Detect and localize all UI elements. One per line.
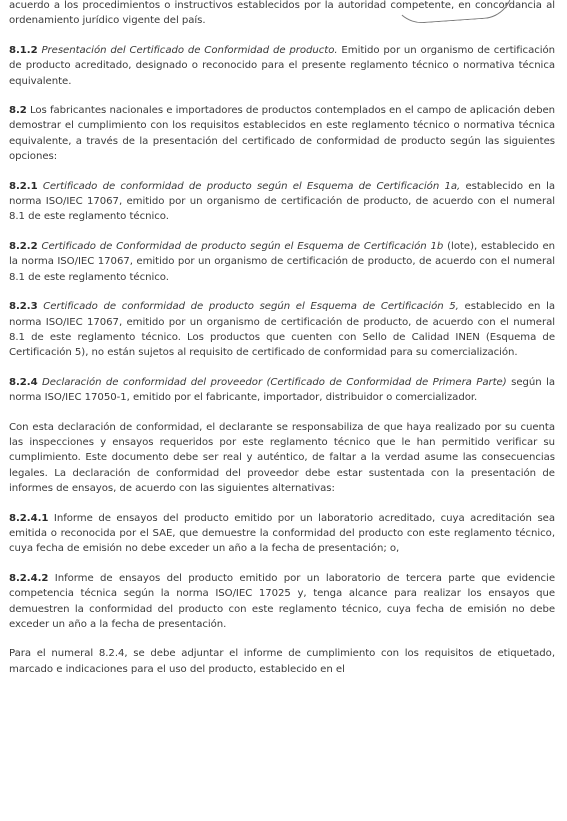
section-number: 8.2.2 [9, 240, 38, 252]
section-8-2-4 [9, 375, 555, 406]
section-number: 8.2.4 [9, 376, 38, 388]
section-text: Los fabricantes nacionales e importadores de productos contemplados en el campo de aplicación deben demostrar el cumplimiento con los requisitos establecidos en este reglamento técnico o normativa técnica equivalente, a través de la presentación del certificado de conformidad de producto según las siguientes opciones: [9, 105, 555, 163]
section-title: Certificado de conformidad de producto según el Esquema de Certificación 1a, [42, 180, 461, 192]
section-text: (lote), establecido en la norma ISO/IEC 17067, emitido por un organismo de certificación de producto, de acuerdo con el numeral 8.1 de este reglamento técnico. [9, 240, 555, 283]
section-text: Emitido por un organismo de certificación de producto acreditado, designado o reconocido para el presente reglamento técnico o normativa técnica equivalente. [9, 44, 556, 87]
section-8-2-4-1 [9, 511, 555, 557]
section-number: 8.2.1 [9, 180, 38, 192]
paragraph-labeling [9, 646, 555, 677]
section-8-2-1 [9, 179, 555, 225]
section-title: Presentación del Certificado de Conformidad de producto. [41, 44, 338, 56]
paragraph-declaration [9, 420, 555, 497]
section-text: Informe de ensayos del producto emitido por un laboratorio de tercera parte que evidencie competencia técnica según la norma ISO/IEC 17025 y, tenga alcance para realizar los ensayos que demuestren la conformidad del producto con este reglamento técnico, cuya fecha de emisión no debe exceder un año a la fecha de presentación. [9, 572, 555, 630]
section-title: Certificado de conformidad de producto según el Esquema de Certificación 5, [43, 301, 459, 313]
section-number: 8.2.4.1 [9, 512, 49, 524]
paragraph-text: Para el numeral 8.2.4, se debe adjuntar el informe de cumplimiento con los requisitos de etiquetado, marcado e indicaciones para el uso del producto, establecido en el [9, 648, 555, 675]
section-number: 8.2 [9, 105, 27, 117]
section-title: Certificado de Conformidad de producto según el Esquema de Certificación 1b [41, 240, 444, 252]
section-8-2-4-2 [9, 571, 555, 633]
section-8-1-2 [9, 43, 555, 89]
section-title: Declaración de conformidad del proveedor (Certificado de Conformidad de Primera Parte) [42, 376, 507, 388]
section-number: 8.2.3 [9, 301, 38, 313]
section-number: 8.1.2 [9, 44, 38, 56]
paragraph-text: acuerdo a los procedimientos o instructivos establecidos por la autoridad competente, en concordancia al ordenamiento jurídico vigente del país. [9, 0, 555, 27]
section-text: según la norma ISO/IEC 17050-1, emitido por el fabricante, importador, distribuidor o comercializador. [9, 376, 555, 404]
section-8-2-2 [9, 239, 555, 285]
section-8-2 [9, 103, 555, 165]
section-text: Informe de ensayos del producto emitido por un laboratorio acreditado, cuya acreditación sea emitida o reconocida por el SAE, que demuestre la conformidad del producto con este reglamento técnico, cuya fecha de emisión no debe exceder un año a la fecha de presentación; o, [9, 512, 556, 555]
section-8-2-3 [9, 299, 555, 361]
paragraph-text: Con esta declaración de conformidad, el declarante se responsabiliza de que haya realizado por su cuenta las inspecciones y ensayos requeridos por este reglamento técnico que le han permitido verificar su cumplimiento. Este documento debe ser real y auténtico, de faltar a la verdad asume las consecuencias legales. La declaración de conformidad del proveedor debe estar sustentada con la presentación de informes de ensayos, de acuerdo con las siguientes alternativas: [9, 421, 555, 495]
section-number: 8.2.4.2 [9, 572, 49, 584]
section-text: establecido en la norma ISO/IEC 17067, emitido por un organismo de certificación de producto, de acuerdo con el numeral 8.1 de este reglamento técnico. [9, 180, 556, 223]
section-text: establecido en la norma ISO/IEC 17067, emitido por un organismo de certificación de producto, de acuerdo con el numeral 8.1 de este reglamento técnico. Los productos que cuenten con Sello de Calidad INEN (Esquema de Certificación 5), no están sujetos al requisito de certificado de conformidad para su comercialización. [9, 301, 556, 359]
